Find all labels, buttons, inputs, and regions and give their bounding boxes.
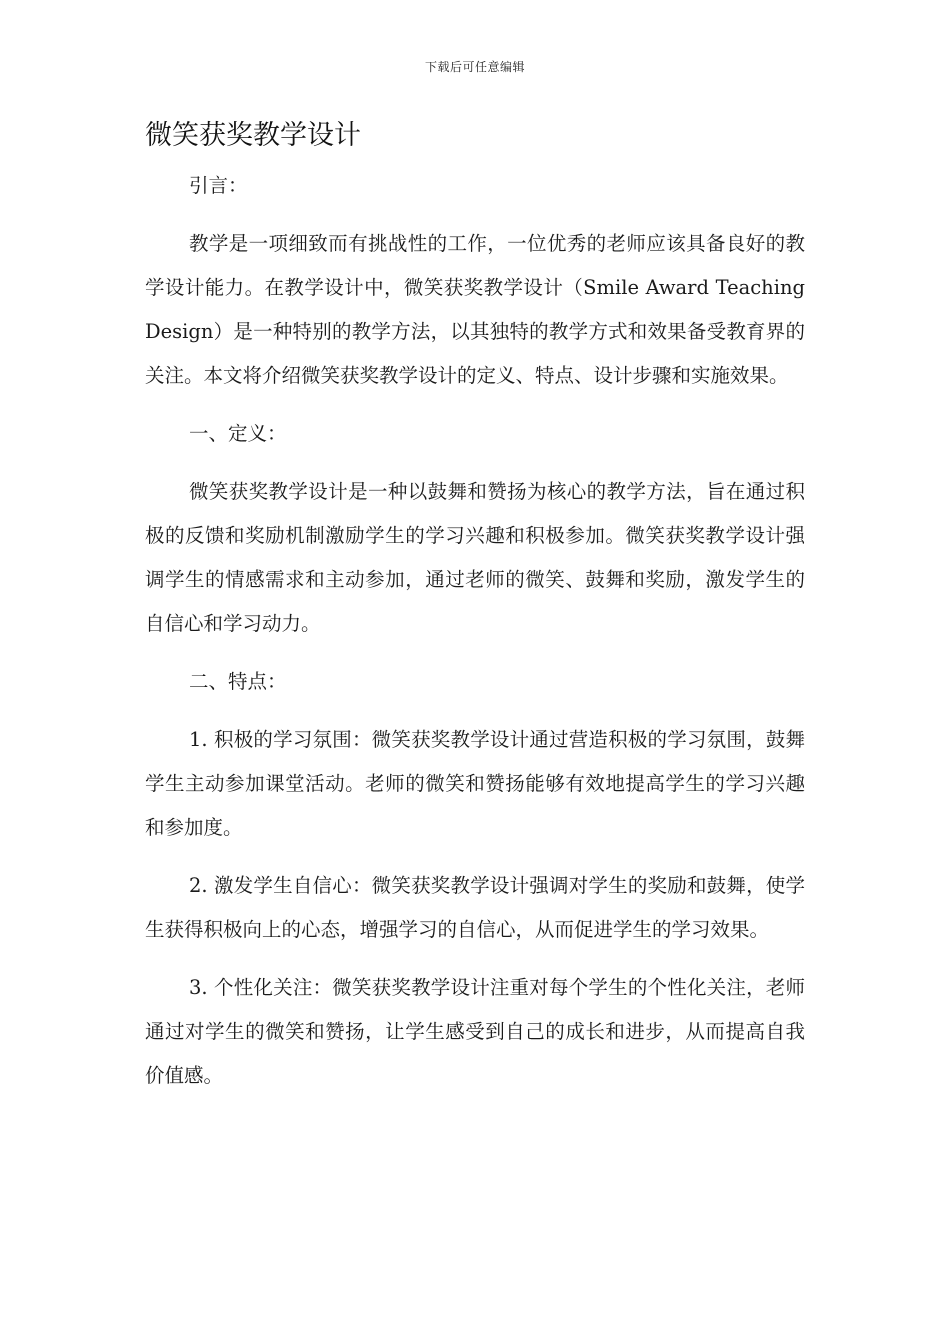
intro-heading: 引言：	[189, 174, 248, 197]
feature-item-3: 3. 个性化关注：微笑获奖教学设计注重对每个学生的个性化关注，老师通过对学生的微笑和赞扬，让学生感受到自己的成长和进步，从而提高自我价值感。	[145, 976, 805, 1087]
features-heading: 二、特点：	[189, 670, 287, 693]
feature-item-2: 2. 激发学生自信心：微笑获奖教学设计强调对学生的奖励和鼓舞，使学生获得积极向上的心态，增强学习的自信心，从而促进学生的学习效果。	[145, 874, 805, 941]
document-title: 微笑获奖教学设计	[145, 120, 361, 151]
header-note: 下载后可任意编辑	[424, 60, 525, 74]
document-body	[145, 164, 805, 1112]
feature-item-1: 1. 积极的学习氛围：微笑获奖教学设计通过营造积极的学习氛围，鼓舞学生主动参加课堂活动。老师的微笑和赞扬能够有效地提高学生的学习兴趣和参加度。	[145, 728, 805, 839]
intro-paragraph: 教学是一项细致而有挑战性的工作，一位优秀的老师应该具备良好的教学设计能力。在教学设计中，微笑获奖教学设计（Smile Award Teaching Design）是一种特别的教学方法，以其独特的教学方式和效果备受教育界的关注。本文将介绍微笑获奖教学设计的定义、特点、设计步骤和实施效果。	[145, 232, 805, 387]
definition-heading: 一、定义：	[189, 422, 287, 445]
definition-paragraph: 微笑获奖教学设计是一种以鼓舞和赞扬为核心的教学方法，旨在通过积极的反馈和奖励机制激励学生的学习兴趣和积极参加。微笑获奖教学设计强调学生的情感需求和主动参加，通过老师的微笑、鼓舞和奖励，激发学生的自信心和学习动力。	[145, 480, 805, 635]
